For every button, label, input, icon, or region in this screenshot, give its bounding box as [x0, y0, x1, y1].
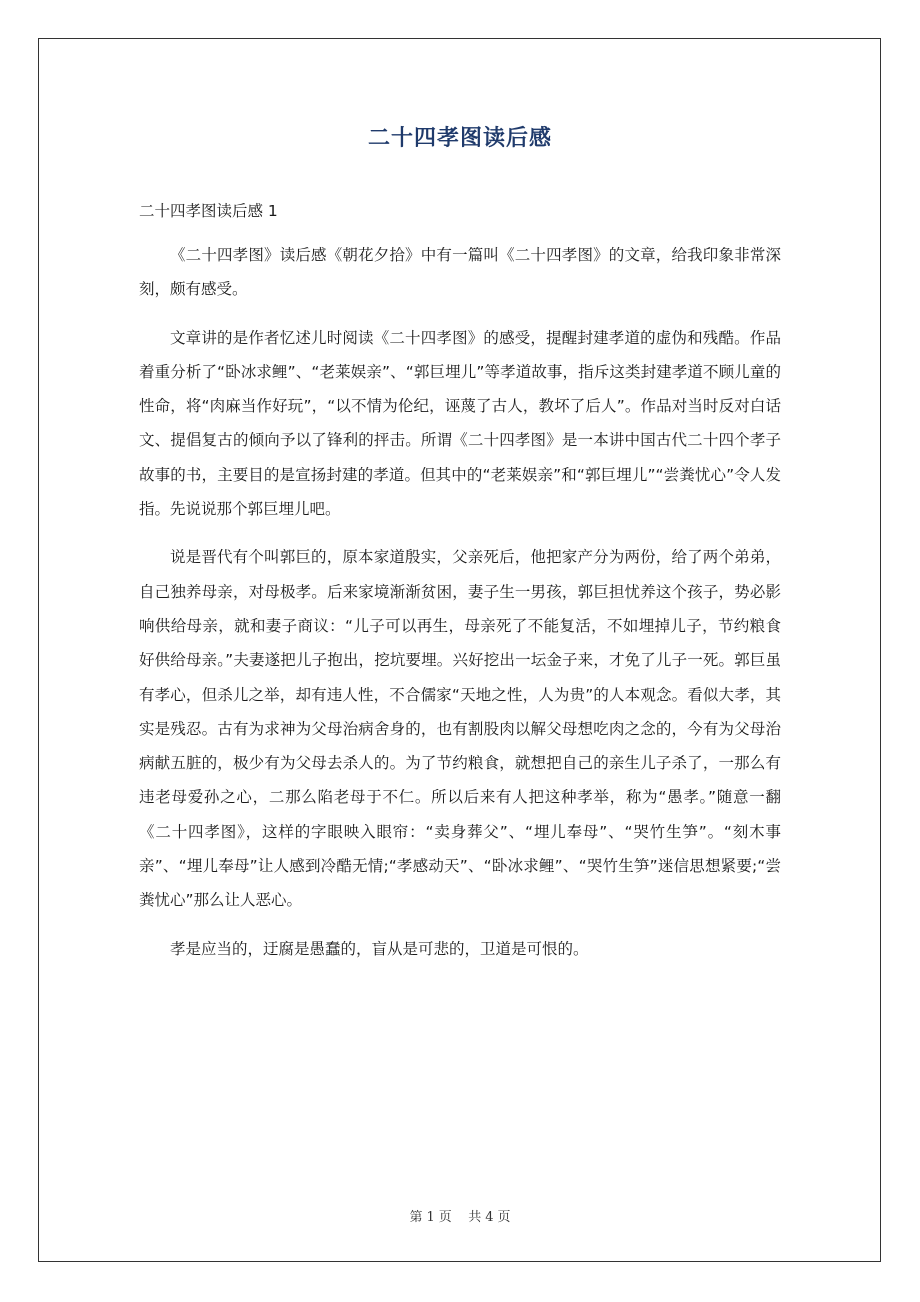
page-footer	[0, 1206, 920, 1225]
paragraph-2: 文章讲的是作者忆述儿时阅读《二十四孝图》的感受，提醒封建孝道的虚伪和残酷。作品着重分析了“卧冰求鲤”、“老莱娱亲”、“郭巨埋儿”等孝道故事，指斥这类封建孝道不顾儿童的性命，将“肉麻当作好玩”，“以不情为伦纪，诬蔑了古人，教坏了后人”。作品对当时反对白话文、提倡复古的倾向予以了锋利的抨击。所谓《二十四孝图》是一本讲中国古代二十四个孝子故事的书，主要目的是宣扬封建的孝道。但其中的“老莱娱亲”和“郭巨埋儿”“尝粪忧心”令人发指。先说说那个郭巨埋儿吧。	[139, 328, 781, 519]
total-label-suffix: 页	[497, 1210, 511, 1225]
page-label-prefix: 第	[409, 1210, 423, 1225]
section-subtitle: 二十四孝图读后感 1	[139, 202, 278, 220]
paragraph-3: 说是晋代有个叫郭巨的，原本家道殷实，父亲死后，他把家产分为两份，给了两个弟弟，自己独养母亲，对母极孝。后来家境渐渐贫困，妻子生一男孩，郭巨担忧养这个孩子，势必影响供给母亲，就和妻子商议：“儿子可以再生，母亲死了不能复活，不如埋掉儿子，节约粮食好供给母亲。”夫妻遂把儿子抱出，挖坑要埋。兴好挖出一坛金子来，才免了儿子一死。郭巨虽有孝心，但杀儿之举，却有违人性，不合儒家“天地之性，人为贵”的人本观念。看似大孝，其实是残忍。古有为求神为父母治病舍身的，也有割股肉以解父母想吃肉之念的，今有为父母治病献五脏的，极少有为父母去杀人的。为了节约粮食，就想把自己的亲生儿子杀了，一那么有违老母爱孙之心，二那么陷老母于不仁。所以后来有人把这种孝举，称为“愚孝。”随意一翻《二十四孝图》，这样的字眼映入眼帘：“卖身葬父”、“埋儿奉母”、“哭竹生笋”。“刻木事亲”、“埋儿奉母”让人感到冷酷无情;“孝感动天”、“卧冰求鲤”、“哭竹生笋”迷信思想紧要;“尝粪忧心”那么让人恶心。	[139, 548, 781, 910]
total-label-prefix: 共	[468, 1210, 482, 1225]
page-label-suffix: 页	[438, 1210, 452, 1225]
document-title: 二十四孝图读后感	[367, 126, 552, 151]
paragraph-1: 《二十四孝图》读后感《朝花夕拾》中有一篇叫《二十四孝图》的文章，给我印象非常深刻，颇有感受。	[139, 246, 781, 299]
document-body	[139, 238, 781, 980]
page-number: 1	[426, 1210, 435, 1225]
paragraph-4: 孝是应当的，迂腐是愚蠢的，盲从是可悲的，卫道是可恨的。	[170, 939, 589, 958]
total-pages: 4	[485, 1210, 494, 1225]
